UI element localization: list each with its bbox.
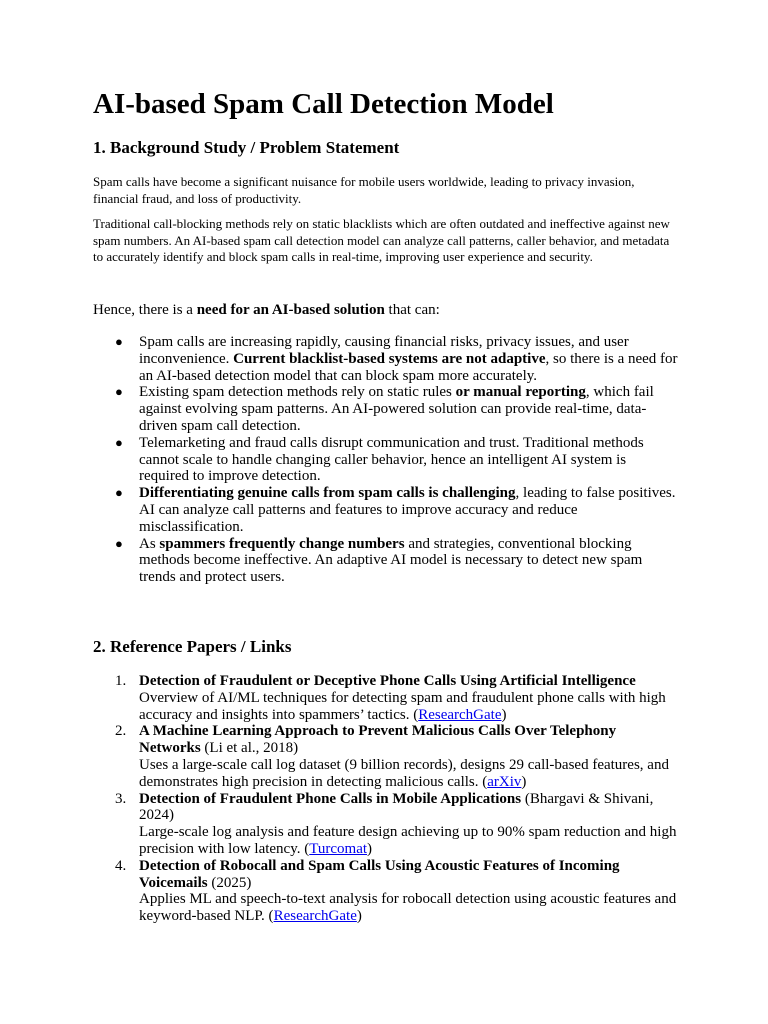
section-heading-references: 2. Reference Papers / Links xyxy=(93,637,292,656)
reference-link-researchgate[interactable]: ResearchGate xyxy=(418,706,502,723)
reference-description: Uses a large-scale call log dataset (9 billion records), designs 29 call-based features, and demonstrates high precision in detecting malicious calls. ( xyxy=(139,756,669,790)
lead-bold-text: need for an AI-based solution xyxy=(196,302,385,318)
bullet-icon: ● xyxy=(115,535,123,551)
reference-title: A Machine Learning Approach to Prevent Malicious Calls Over Telephony Networks xyxy=(139,723,617,757)
reference-description: Large-scale log analysis and feature design achieving up to 90% spam reduction and high precision with low latency. ( xyxy=(139,824,677,857)
background-paragraph-1: Spam calls have become a significant nuisance for mobile users worldwide, leading to privacy invasion, financial fraud, and loss of productivity. xyxy=(93,174,635,206)
reference-item: 4. Detection of Robocall and Spam Calls Using Acoustic Features of Incoming Voicemails (2025) Applies ML and speech-to-text analysis for robocall detection using acoustic features and keyword-based NLP. (ResearchGate) xyxy=(115,857,677,925)
reference-number: 3. xyxy=(115,790,127,807)
reference-meta: (Bhargavi & Shivani, 2024) xyxy=(139,790,654,824)
list-item: ● As spammers frequently change numbers and strategies, conventional blocking methods become ineffective. An adaptive AI model is necessary to detect new spam trends and protect users. xyxy=(115,535,643,586)
bullet-icon: ● xyxy=(115,485,123,501)
list-item: ● Existing spam detection methods rely on static rules or manual reporting, which fail against evolving spam patterns. An AI-powered solution can provide real-time, data-driven spam call detection. xyxy=(115,384,654,434)
reference-link-turcomat[interactable]: Turcomat xyxy=(309,840,368,857)
reference-meta: (Li et al., 2018) xyxy=(200,740,299,757)
solution-lead-sentence xyxy=(93,301,440,319)
lead-text-end: that can: xyxy=(384,302,440,318)
reference-item: 1. Detection of Fraudulent or Deceptive Phone Calls Using Artificial Intelligence Overview of AI/ML techniques for detecting spam and fraudulent phone calls with high accuracy and insights into spammers’ tactics. (ResearchGate) xyxy=(115,673,666,723)
reference-meta: (2025) xyxy=(207,874,252,891)
reference-item: 3. Detection of Fraudulent Phone Calls in Mobile Applications (Bhargavi & Shivani, 2024) Large-scale log analysis and feature design achieving up to 90% spam reduction and high precision with low latency. (Turcomat) xyxy=(115,790,677,857)
reference-description: Applies ML and speech-to-text analysis for robocall detection using acoustic features and keyword-based NLP. ( xyxy=(139,891,677,925)
document-title: AI-based Spam Call Detection Model xyxy=(93,88,554,120)
reference-list xyxy=(93,673,678,925)
reference-title: Detection of Fraudulent Phone Calls in Mobile Applications xyxy=(139,790,522,807)
reference-title: Detection of Robocall and Spam Calls Using Acoustic Features of Incoming Voicemails xyxy=(139,857,620,891)
list-item: ● Spam calls are increasing rapidly, causing financial risks, privacy issues, and user inconvenience. Current blacklist-based systems are not adaptive, so there is a need for an AI-based detection model that can block spam more accurately. xyxy=(115,334,678,384)
reference-number: 2. xyxy=(115,723,127,740)
reference-description: Overview of AI/ML techniques for detecting spam and fraudulent phone calls with high accuracy and insights into spammers’ tactics. ( xyxy=(139,689,666,723)
list-item: ● Telemarketing and fraud calls disrupt communication and trust. Traditional methods cannot scale to handle changing caller behavior, hence an intelligent AI system is required to improve detection. xyxy=(115,434,644,485)
problem-bullet-list xyxy=(93,334,678,586)
bullet-icon: ● xyxy=(115,434,123,450)
reference-number: 4. xyxy=(115,857,127,874)
lead-text: Hence, there is a xyxy=(93,302,197,318)
list-item: ● Differentiating genuine calls from spam calls is challenging, leading to false positives. AI can analyze call patterns and features to improve accuracy and reduce misclassification. xyxy=(115,485,676,535)
bullet-icon: ● xyxy=(115,334,123,349)
section-heading-background: 1. Background Study / Problem Statement xyxy=(93,138,400,157)
bullet-icon: ● xyxy=(115,384,123,400)
background-paragraph-2: Traditional call-blocking methods rely on static blacklists which are often outdated and ineffective against new spam numbers. An AI-based spam call detection model can analyze call patterns, caller behavior, and metadata to accurately identify and block spam calls in real-time, improving user experience and security. xyxy=(93,216,670,264)
reference-link-researchgate[interactable]: ResearchGate xyxy=(273,908,357,925)
reference-item: 2. A Machine Learning Approach to Prevent Malicious Calls Over Telephony Networks (Li et al., 2018) Uses a large-scale call log dataset (9 billion records), designs 29 call-based features, and demonstrates high precision in detecting malicious calls. (arXiv) xyxy=(115,723,669,790)
reference-number: 1. xyxy=(115,673,127,689)
reference-link-arxiv[interactable]: arXiv xyxy=(487,773,522,790)
reference-title: Detection of Fraudulent or Deceptive Phone Calls Using Artificial Intelligence xyxy=(139,673,636,689)
